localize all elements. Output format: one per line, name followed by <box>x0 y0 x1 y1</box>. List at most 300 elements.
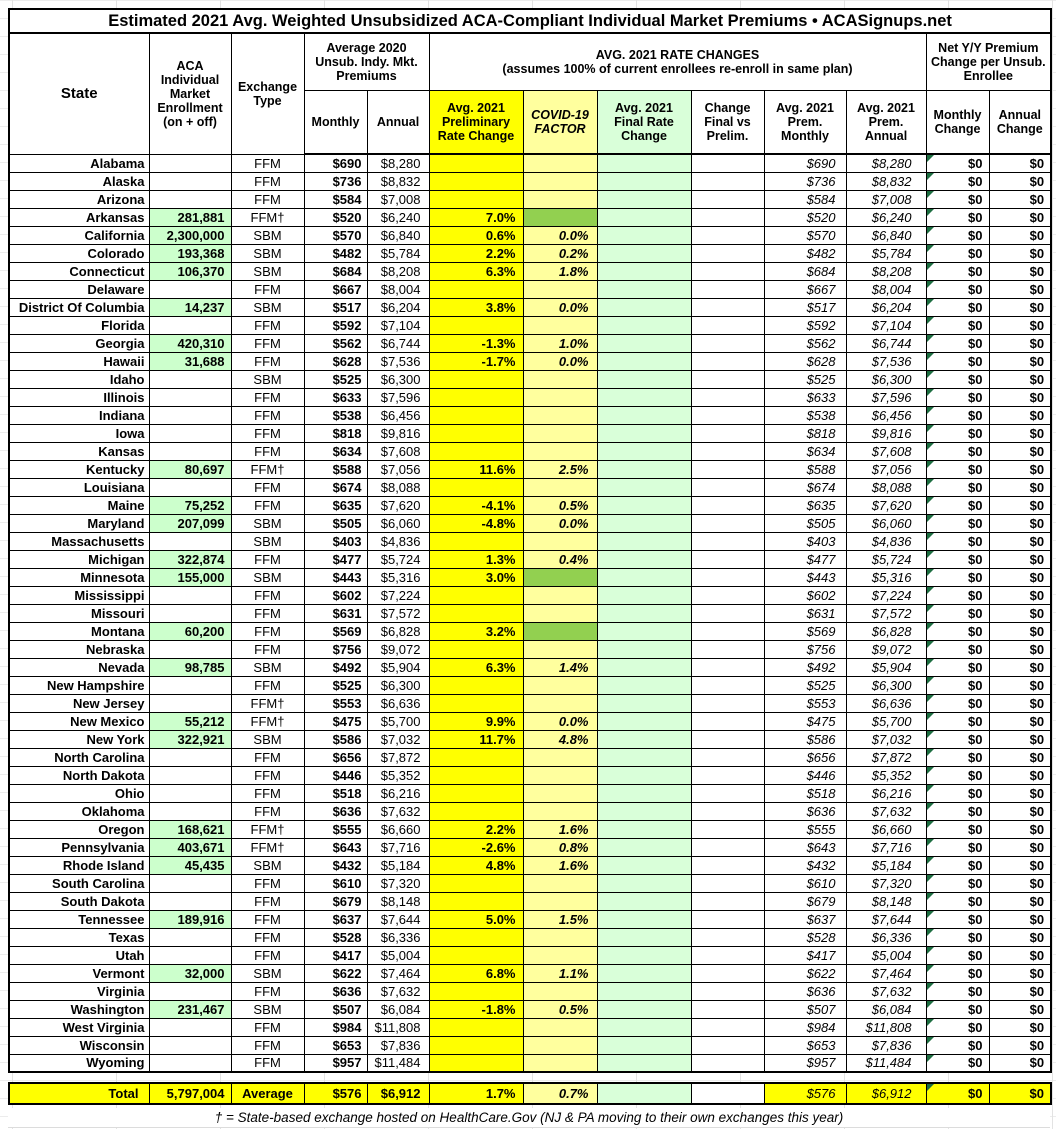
column-header-final-rate-change: Avg. 2021 Final Rate Change <box>597 90 691 154</box>
table-row <box>9 424 1051 442</box>
cell-annual-change: $0 <box>989 442 1051 460</box>
cell-covid-factor <box>523 172 597 190</box>
cell-state: Mississippi <box>9 586 149 604</box>
cell-state: New York <box>9 730 149 748</box>
cell-monthly-2020: $653 <box>304 1036 367 1054</box>
cell-monthly-change: $0 <box>926 478 989 496</box>
cell-covid-factor: 4.8% <box>523 730 597 748</box>
cell-exchange-type: SBM <box>231 658 304 676</box>
table-row <box>9 460 1051 478</box>
cell-annual-change: $0 <box>989 910 1051 928</box>
cell-monthly-2020: $584 <box>304 190 367 208</box>
cell-prem-annual-2021: $6,216 <box>846 784 926 802</box>
cell-annual-2020: $6,636 <box>367 694 429 712</box>
cell-state: Alabama <box>9 154 149 172</box>
cell-change-vs-prelim <box>691 226 764 244</box>
cell-prem-monthly-2021: $520 <box>764 208 846 226</box>
cell-prem-annual-2021: $5,700 <box>846 712 926 730</box>
cell-covid-factor <box>523 640 597 658</box>
cell-state: Michigan <box>9 550 149 568</box>
cell-monthly-2020: $525 <box>304 370 367 388</box>
cell-final-rate-change <box>597 640 691 658</box>
cell-prem-annual-2021: $6,660 <box>846 820 926 838</box>
cell-state: Maryland <box>9 514 149 532</box>
cell-exchange-type: SBM <box>231 226 304 244</box>
cell-annual-2020: $6,840 <box>367 226 429 244</box>
cell-prem-annual-2021: $9,816 <box>846 424 926 442</box>
cell-monthly-change: $0 <box>926 766 989 784</box>
cell-monthly-change: $0 <box>926 532 989 550</box>
cell-enrollment <box>149 874 231 892</box>
cell-exchange-type: FFM† <box>231 820 304 838</box>
cell-prelim-rate-change <box>429 586 523 604</box>
cell-monthly-change: $0 <box>926 928 989 946</box>
cell-change-vs-prelim <box>691 1036 764 1054</box>
cell-prem-annual-2021: $4,836 <box>846 532 926 550</box>
cell-monthly-2020: $634 <box>304 442 367 460</box>
cell-exchange-type: FFM <box>231 496 304 514</box>
cell-monthly-2020: $637 <box>304 910 367 928</box>
cell-final-rate-change <box>597 622 691 640</box>
cell-exchange-type: FFM <box>231 172 304 190</box>
cell-change-vs-prelim <box>691 190 764 208</box>
cell-covid-factor <box>523 280 597 298</box>
cell-covid-factor <box>523 424 597 442</box>
cell-monthly-change: $0 <box>926 640 989 658</box>
cell-monthly-2020: $602 <box>304 586 367 604</box>
table-row <box>9 1054 1051 1072</box>
cell-exchange-type: SBM <box>231 568 304 586</box>
cell-exchange-type: FFM <box>231 640 304 658</box>
cell-prem-monthly-2021: $592 <box>764 316 846 334</box>
cell-prem-monthly-2021: $443 <box>764 568 846 586</box>
cell-annual-2020: $11,484 <box>367 1054 429 1072</box>
table-row <box>9 892 1051 910</box>
cell-prem-annual-2021: $6,300 <box>846 676 926 694</box>
table-row <box>9 1036 1051 1054</box>
cell-covid-factor: 0.0% <box>523 712 597 730</box>
table-row <box>9 604 1051 622</box>
cell-covid-factor <box>523 370 597 388</box>
cell-change-vs-prelim <box>691 568 764 586</box>
cell-change-vs-prelim <box>691 928 764 946</box>
cell-monthly-change: $0 <box>926 514 989 532</box>
cell-prem-annual-2021: $8,004 <box>846 280 926 298</box>
cell-exchange-type: FFM <box>231 586 304 604</box>
cell-annual-change: $0 <box>989 820 1051 838</box>
cell-enrollment <box>149 442 231 460</box>
cell-monthly-2020: $482 <box>304 244 367 262</box>
cell-annual-change: $0 <box>989 748 1051 766</box>
table-row <box>9 766 1051 784</box>
column-header-exchange-type: Exchange Type <box>231 33 304 154</box>
cell-change-vs-prelim <box>691 820 764 838</box>
cell-exchange-type: FFM <box>231 874 304 892</box>
cell-state: Nebraska <box>9 640 149 658</box>
total-annual-2020: $6,912 <box>367 1083 429 1104</box>
cell-enrollment: 155,000 <box>149 568 231 586</box>
cell-state: South Carolina <box>9 874 149 892</box>
cell-covid-factor <box>523 154 597 172</box>
cell-annual-2020: $6,744 <box>367 334 429 352</box>
cell-annual-2020: $7,032 <box>367 730 429 748</box>
cell-final-rate-change <box>597 1000 691 1018</box>
cell-change-vs-prelim <box>691 442 764 460</box>
cell-annual-change: $0 <box>989 208 1051 226</box>
total-covid-factor: 0.7% <box>523 1083 597 1104</box>
cell-annual-2020: $6,660 <box>367 820 429 838</box>
cell-annual-2020: $7,008 <box>367 190 429 208</box>
cell-annual-2020: $7,632 <box>367 802 429 820</box>
cell-state: Vermont <box>9 964 149 982</box>
cell-prem-monthly-2021: $475 <box>764 712 846 730</box>
cell-final-rate-change <box>597 982 691 1000</box>
table-row <box>9 910 1051 928</box>
cell-prem-annual-2021: $6,060 <box>846 514 926 532</box>
cell-enrollment <box>149 604 231 622</box>
cell-enrollment <box>149 190 231 208</box>
cell-annual-2020: $7,716 <box>367 838 429 856</box>
cell-prem-monthly-2021: $637 <box>764 910 846 928</box>
cell-prelim-rate-change: 11.7% <box>429 730 523 748</box>
cell-change-vs-prelim <box>691 658 764 676</box>
cell-prem-annual-2021: $6,840 <box>846 226 926 244</box>
cell-monthly-change: $0 <box>926 1018 989 1036</box>
cell-covid-factor <box>523 1036 597 1054</box>
cell-exchange-type: SBM <box>231 856 304 874</box>
cell-exchange-type: FFM <box>231 316 304 334</box>
cell-prem-monthly-2021: $674 <box>764 478 846 496</box>
table-row <box>9 712 1051 730</box>
table-row <box>9 280 1051 298</box>
cell-change-vs-prelim <box>691 172 764 190</box>
cell-prelim-rate-change: 6.8% <box>429 964 523 982</box>
cell-prelim-rate-change <box>429 748 523 766</box>
cell-change-vs-prelim <box>691 784 764 802</box>
cell-exchange-type: FFM <box>231 550 304 568</box>
cell-monthly-2020: $667 <box>304 280 367 298</box>
cell-prem-annual-2021: $5,784 <box>846 244 926 262</box>
cell-annual-change: $0 <box>989 478 1051 496</box>
cell-enrollment: 80,697 <box>149 460 231 478</box>
cell-monthly-2020: $555 <box>304 820 367 838</box>
cell-annual-2020: $7,596 <box>367 388 429 406</box>
cell-enrollment: 403,671 <box>149 838 231 856</box>
cell-annual-2020: $7,872 <box>367 748 429 766</box>
cell-enrollment <box>149 946 231 964</box>
cell-exchange-type: SBM <box>231 298 304 316</box>
cell-state: North Carolina <box>9 748 149 766</box>
cell-covid-factor <box>523 388 597 406</box>
cell-change-vs-prelim <box>691 460 764 478</box>
cell-prelim-rate-change: -4.1% <box>429 496 523 514</box>
cell-prem-monthly-2021: $653 <box>764 1036 846 1054</box>
cell-annual-2020: $6,216 <box>367 784 429 802</box>
table-row <box>9 1000 1051 1018</box>
cell-monthly-2020: $674 <box>304 478 367 496</box>
cell-final-rate-change <box>597 1036 691 1054</box>
cell-prem-annual-2021: $6,336 <box>846 928 926 946</box>
table-row <box>9 928 1051 946</box>
cell-exchange-type: FFM <box>231 280 304 298</box>
cell-monthly-change: $0 <box>926 712 989 730</box>
cell-prelim-rate-change <box>429 928 523 946</box>
cell-prelim-rate-change <box>429 892 523 910</box>
cell-enrollment: 207,099 <box>149 514 231 532</box>
cell-prem-monthly-2021: $525 <box>764 676 846 694</box>
cell-prelim-rate-change: 6.3% <box>429 658 523 676</box>
table-row <box>9 388 1051 406</box>
table-row <box>9 568 1051 586</box>
cell-covid-factor: 1.0% <box>523 334 597 352</box>
cell-annual-change: $0 <box>989 1054 1051 1072</box>
cell-monthly-change: $0 <box>926 298 989 316</box>
cell-covid-factor: 1.6% <box>523 820 597 838</box>
table-row <box>9 784 1051 802</box>
cell-exchange-type: FFM <box>231 334 304 352</box>
cell-covid-factor: 1.6% <box>523 856 597 874</box>
cell-state: Colorado <box>9 244 149 262</box>
cell-exchange-type: FFM <box>231 406 304 424</box>
cell-monthly-change: $0 <box>926 154 989 172</box>
table-row <box>9 982 1051 1000</box>
table-row <box>9 442 1051 460</box>
cell-annual-2020: $4,836 <box>367 532 429 550</box>
cell-annual-2020: $8,088 <box>367 478 429 496</box>
cell-annual-change: $0 <box>989 964 1051 982</box>
cell-final-rate-change <box>597 910 691 928</box>
cell-annual-2020: $7,104 <box>367 316 429 334</box>
cell-prem-annual-2021: $6,744 <box>846 334 926 352</box>
cell-covid-factor <box>523 622 597 640</box>
cell-final-rate-change <box>597 892 691 910</box>
cell-monthly-2020: $505 <box>304 514 367 532</box>
cell-state: Nevada <box>9 658 149 676</box>
cell-state: Arkansas <box>9 208 149 226</box>
cell-enrollment <box>149 748 231 766</box>
cell-enrollment <box>149 370 231 388</box>
cell-prem-monthly-2021: $482 <box>764 244 846 262</box>
cell-covid-factor <box>523 946 597 964</box>
cell-annual-2020: $7,836 <box>367 1036 429 1054</box>
cell-annual-change: $0 <box>989 622 1051 640</box>
cell-prem-monthly-2021: $684 <box>764 262 846 280</box>
table-row <box>9 694 1051 712</box>
cell-enrollment <box>149 532 231 550</box>
cell-covid-factor: 0.8% <box>523 838 597 856</box>
cell-enrollment <box>149 172 231 190</box>
table-row <box>9 640 1051 658</box>
table-row <box>9 874 1051 892</box>
cell-prem-annual-2021: $7,872 <box>846 748 926 766</box>
cell-annual-change: $0 <box>989 352 1051 370</box>
total-prem-monthly-2021: $576 <box>764 1083 846 1104</box>
header-group-row <box>9 33 1051 90</box>
cell-prem-annual-2021: $5,004 <box>846 946 926 964</box>
cell-prem-annual-2021: $7,464 <box>846 964 926 982</box>
cell-state: New Jersey <box>9 694 149 712</box>
cell-covid-factor <box>523 676 597 694</box>
cell-enrollment <box>149 892 231 910</box>
cell-annual-change: $0 <box>989 730 1051 748</box>
cell-monthly-2020: $475 <box>304 712 367 730</box>
cell-annual-change: $0 <box>989 1036 1051 1054</box>
cell-prem-annual-2021: $8,148 <box>846 892 926 910</box>
cell-monthly-change: $0 <box>926 370 989 388</box>
cell-final-rate-change <box>597 1018 691 1036</box>
cell-change-vs-prelim <box>691 154 764 172</box>
cell-final-rate-change <box>597 154 691 172</box>
cell-annual-2020: $6,240 <box>367 208 429 226</box>
cell-monthly-change: $0 <box>926 388 989 406</box>
cell-prem-annual-2021: $7,620 <box>846 496 926 514</box>
cell-prelim-rate-change <box>429 442 523 460</box>
cell-annual-change: $0 <box>989 370 1051 388</box>
cell-annual-2020: $9,816 <box>367 424 429 442</box>
cell-change-vs-prelim <box>691 370 764 388</box>
cell-annual-change: $0 <box>989 532 1051 550</box>
cell-exchange-type: SBM <box>231 1000 304 1018</box>
cell-prem-annual-2021: $6,204 <box>846 298 926 316</box>
rate-changes-banner-line2: (assumes 100% of current enrollees re-enroll in same plan) <box>502 61 853 76</box>
cell-enrollment: 322,874 <box>149 550 231 568</box>
cell-state: Rhode Island <box>9 856 149 874</box>
cell-enrollment: 14,237 <box>149 298 231 316</box>
cell-prem-annual-2021: $5,724 <box>846 550 926 568</box>
cell-monthly-change: $0 <box>926 280 989 298</box>
cell-prem-monthly-2021: $628 <box>764 352 846 370</box>
cell-annual-change: $0 <box>989 766 1051 784</box>
cell-prem-monthly-2021: $417 <box>764 946 846 964</box>
cell-state: Illinois <box>9 388 149 406</box>
cell-prem-monthly-2021: $432 <box>764 856 846 874</box>
total-monthly-2020: $576 <box>304 1083 367 1104</box>
cell-prelim-rate-change <box>429 874 523 892</box>
cell-prem-monthly-2021: $756 <box>764 640 846 658</box>
cell-state: California <box>9 226 149 244</box>
cell-covid-factor: 1.4% <box>523 658 597 676</box>
cell-annual-change: $0 <box>989 154 1051 172</box>
cell-change-vs-prelim <box>691 262 764 280</box>
cell-covid-factor: 2.5% <box>523 460 597 478</box>
cell-covid-factor <box>523 604 597 622</box>
cell-monthly-change: $0 <box>926 1054 989 1072</box>
cell-prelim-rate-change <box>429 802 523 820</box>
cell-state: South Dakota <box>9 892 149 910</box>
cell-covid-factor <box>523 1054 597 1072</box>
cell-exchange-type: FFM† <box>231 694 304 712</box>
table-row <box>9 514 1051 532</box>
cell-exchange-type: FFM† <box>231 208 304 226</box>
cell-annual-2020: $7,632 <box>367 982 429 1000</box>
cell-annual-change: $0 <box>989 928 1051 946</box>
cell-exchange-type: SBM <box>231 514 304 532</box>
cell-monthly-2020: $507 <box>304 1000 367 1018</box>
cell-monthly-change: $0 <box>926 316 989 334</box>
cell-change-vs-prelim <box>691 1018 764 1036</box>
cell-monthly-change: $0 <box>926 676 989 694</box>
cell-covid-factor: 1.5% <box>523 910 597 928</box>
cell-change-vs-prelim <box>691 730 764 748</box>
cell-monthly-2020: $586 <box>304 730 367 748</box>
cell-monthly-2020: $443 <box>304 568 367 586</box>
cell-monthly-2020: $656 <box>304 748 367 766</box>
cell-prem-annual-2021: $7,536 <box>846 352 926 370</box>
cell-prem-annual-2021: $7,632 <box>846 802 926 820</box>
cell-prelim-rate-change <box>429 784 523 802</box>
cell-annual-2020: $6,456 <box>367 406 429 424</box>
cell-exchange-type: SBM <box>231 262 304 280</box>
cell-exchange-type: FFM <box>231 442 304 460</box>
cell-prem-monthly-2021: $602 <box>764 586 846 604</box>
cell-covid-factor <box>523 874 597 892</box>
cell-annual-2020: $7,620 <box>367 496 429 514</box>
table-row <box>9 730 1051 748</box>
table-row <box>9 190 1051 208</box>
table-row <box>9 946 1051 964</box>
cell-exchange-type: FFM† <box>231 460 304 478</box>
cell-prelim-rate-change <box>429 424 523 442</box>
cell-covid-factor <box>523 190 597 208</box>
cell-prelim-rate-change <box>429 370 523 388</box>
cell-exchange-type: FFM <box>231 766 304 784</box>
cell-exchange-type: FFM <box>231 604 304 622</box>
cell-covid-factor <box>523 208 597 226</box>
cell-final-rate-change <box>597 244 691 262</box>
cell-change-vs-prelim <box>691 766 764 784</box>
cell-monthly-2020: $570 <box>304 226 367 244</box>
cell-change-vs-prelim <box>691 244 764 262</box>
cell-covid-factor <box>523 766 597 784</box>
cell-change-vs-prelim <box>691 838 764 856</box>
cell-annual-change: $0 <box>989 172 1051 190</box>
cell-state: Oregon <box>9 820 149 838</box>
cell-covid-factor: 0.4% <box>523 550 597 568</box>
cell-monthly-change: $0 <box>926 406 989 424</box>
cell-prem-annual-2021: $7,608 <box>846 442 926 460</box>
cell-annual-2020: $9,072 <box>367 640 429 658</box>
cell-covid-factor <box>523 316 597 334</box>
cell-covid-factor <box>523 982 597 1000</box>
cell-change-vs-prelim <box>691 280 764 298</box>
column-header-change-vs-prelim: Change Final vs Prelim. <box>691 90 764 154</box>
cell-prem-monthly-2021: $634 <box>764 442 846 460</box>
cell-monthly-2020: $756 <box>304 640 367 658</box>
cell-annual-change: $0 <box>989 802 1051 820</box>
cell-covid-factor <box>523 928 597 946</box>
cell-covid-factor: 0.0% <box>523 226 597 244</box>
cell-prem-annual-2021: $6,300 <box>846 370 926 388</box>
cell-enrollment <box>149 802 231 820</box>
total-monthly-change: $0 <box>926 1083 989 1104</box>
cell-prem-monthly-2021: $518 <box>764 784 846 802</box>
cell-enrollment: 322,921 <box>149 730 231 748</box>
cell-monthly-2020: $633 <box>304 388 367 406</box>
cell-enrollment <box>149 1018 231 1036</box>
cell-enrollment <box>149 766 231 784</box>
cell-covid-factor <box>523 892 597 910</box>
column-header-prem-annual-2021: Avg. 2021 Prem. Annual <box>846 90 926 154</box>
cell-monthly-change: $0 <box>926 226 989 244</box>
cell-monthly-2020: $631 <box>304 604 367 622</box>
cell-monthly-change: $0 <box>926 820 989 838</box>
cell-enrollment: 75,252 <box>149 496 231 514</box>
cell-annual-2020: $6,336 <box>367 928 429 946</box>
cell-covid-factor: 1.1% <box>523 964 597 982</box>
cell-exchange-type: FFM† <box>231 712 304 730</box>
cell-prelim-rate-change <box>429 766 523 784</box>
cell-final-rate-change <box>597 172 691 190</box>
